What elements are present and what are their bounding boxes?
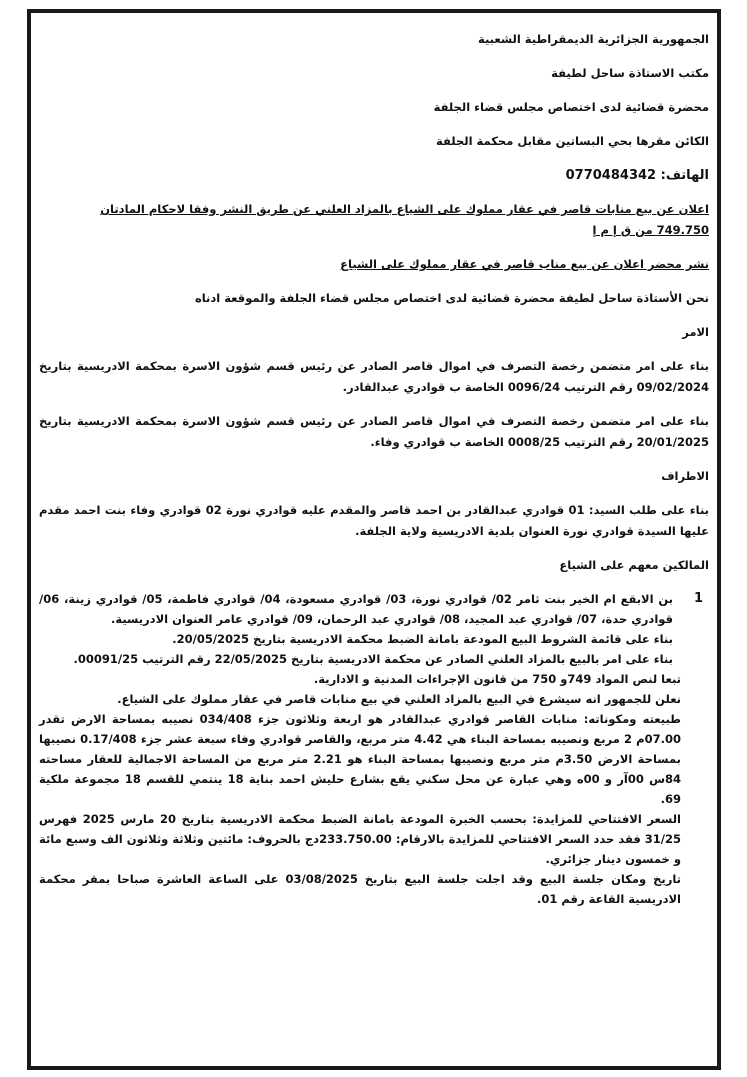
office-address: الكائن مقرها بحي البساتين مقابل محكمة الجلفة <box>436 134 709 148</box>
document-frame <box>27 9 721 1070</box>
sale-details <box>39 669 709 909</box>
nature-paragraph: طبيعته ومكوناته: منابات القاصر قوادري عبدالقادر هو اربعة وثلاثون جزء 034/408 نصيبه بمساحة الارض تقدر 07.00م 2 مربع ونصيبه بمساحة البناء هي 4.42 متر مربع، والقاصر قوادري وفاء سبعة عشر جزء 0.17/408 نصيبها بمساحة الارض 3.50م متر مربع ونصيبها بمساحة البناء هو 2.21 متر مربع من المساحة الاجمالية للعقار مساحته 84س 00آر و 00ه وهي عبارة عن محل سكني يقع بشارع حليش احمد بناية 18 ينتمي للقسم 18 مجموعة ملكية 69. <box>39 712 682 806</box>
subject-line-1: اعلان عن بيع منابات قاصر في عقار مملوك على الشياع بالمزاد العلني عن طريق النشر وفقا لاحكام المادتان <box>100 202 709 216</box>
parties-heading: الاطراف <box>661 469 709 483</box>
session-paragraph: تاريخ ومكان جلسة البيع وقد اجلت جلسة البيع بتاريخ 03/08/2025 على الساعة العاشرة صباحا بمقر محكمة الادريسية القاعة رقم 01. <box>39 872 681 906</box>
subject-line-2: 749.750 من ق إ م إ <box>592 223 709 237</box>
phone-line <box>39 165 709 186</box>
phone-label: الهاتف: <box>660 168 709 183</box>
price-paragraph: السعر الافتتاحي للمزايدة: بحسب الخبرة المودعة بامانة الضبط محكمة الادريسية بتاريخ 20 مارس 2025 فهرس 31/25 فقد حدد السعر الافتتاحي للمزايدة بالارقام: 233.750.00دج بالحروف: مائتين وثلاثة وثلاثون الف وسبع مائة و خمسون دينار جزائري. <box>39 812 682 866</box>
order-heading: الامر <box>682 325 709 339</box>
item-number: 1 <box>693 591 703 606</box>
conditions-line: بناء على قائمة الشروط البيع المودعة بامانة الضبط محكمة الادريسية بتاريخ 20/05/2025. <box>172 632 673 646</box>
announce-line: نعلن للجمهور انه سيشرع في البيع بالمزاد العلني في بيع منابات قاصر في عقار مملوك على الشياع. <box>117 692 681 706</box>
document-page <box>39 29 709 909</box>
law-line: تبعا لنص المواد 749و 750 من قانون الإجراءات المدنية و الادارية. <box>313 672 681 686</box>
sale-order-line: بناء على امر بالبيع بالمزاد العلني الصادر عن محكمة الادريسية بتاريخ 22/05/2025 رقم الترتيب 00091/25. <box>73 652 673 666</box>
intro-paragraph: نحن الأستاذة ساحل لطيفة محضرة قضائية لدى اختصاص مجلس قضاء الجلفة والموقعة ادناه <box>194 291 709 305</box>
owners-item <box>39 589 709 669</box>
parties-paragraph: بناء على طلب السيد: 01 قوادري عبدالقادر بن احمد قاصر والمقدم عليه قوادري نورة 02 قوادري وفاء بنت احمد مقدم عليها السيدة قوادري نورة العنوان بلدية الادريسية ولاية الجلفة. <box>39 503 709 538</box>
owners-heading: المالكين معهم على الشياع <box>559 558 709 572</box>
publication-title: نشر محضر اعلان عن بيع مناب قاصر في عقار مملوك على الشياع <box>340 257 709 271</box>
owners-list: بن الابقع ام الخير بنت ثامر 02/ قوادري نورة، 03/ قوادري مسعودة، 04/ قوادري فاطمة، 05/ قوادري زينة، 06/ قوادري حدة، 07/ قوادري عبد المجيد، 08/ قوادري عبد الرحمان، 09/ قوادري عامر العنوان الادريسية. <box>39 592 674 626</box>
order-paragraph-2: بناء على امر متضمن رخصة التصرف في اموال قاصر الصادر عن رئيس قسم شؤون الاسرة بمحكمة الادريسية بتاريخ 20/01/2025 رقم الترتيب 0008/25 الخاصة ب قوادري وفاء. <box>39 414 709 449</box>
order-paragraph-1: بناء على امر متضمن رخصة التصرف في اموال قاصر الصادر عن رئيس قسم شؤون الاسرة بمحكمة الادريسية بتاريخ 09/02/2024 رقم الترتيب 0096/24 الخاصة ب قوادري عبدالقادر. <box>39 359 709 394</box>
phone-number: 0770484342 <box>565 168 657 183</box>
office-line: مكتب الاستاذة ساحل لطيفة <box>551 66 709 80</box>
header-title: الجمهورية الجزائرية الديمقراطية الشعبية <box>477 32 709 46</box>
office-role: محضرة قضائية لدى اختصاص مجلس قضاء الجلفة <box>433 100 709 114</box>
